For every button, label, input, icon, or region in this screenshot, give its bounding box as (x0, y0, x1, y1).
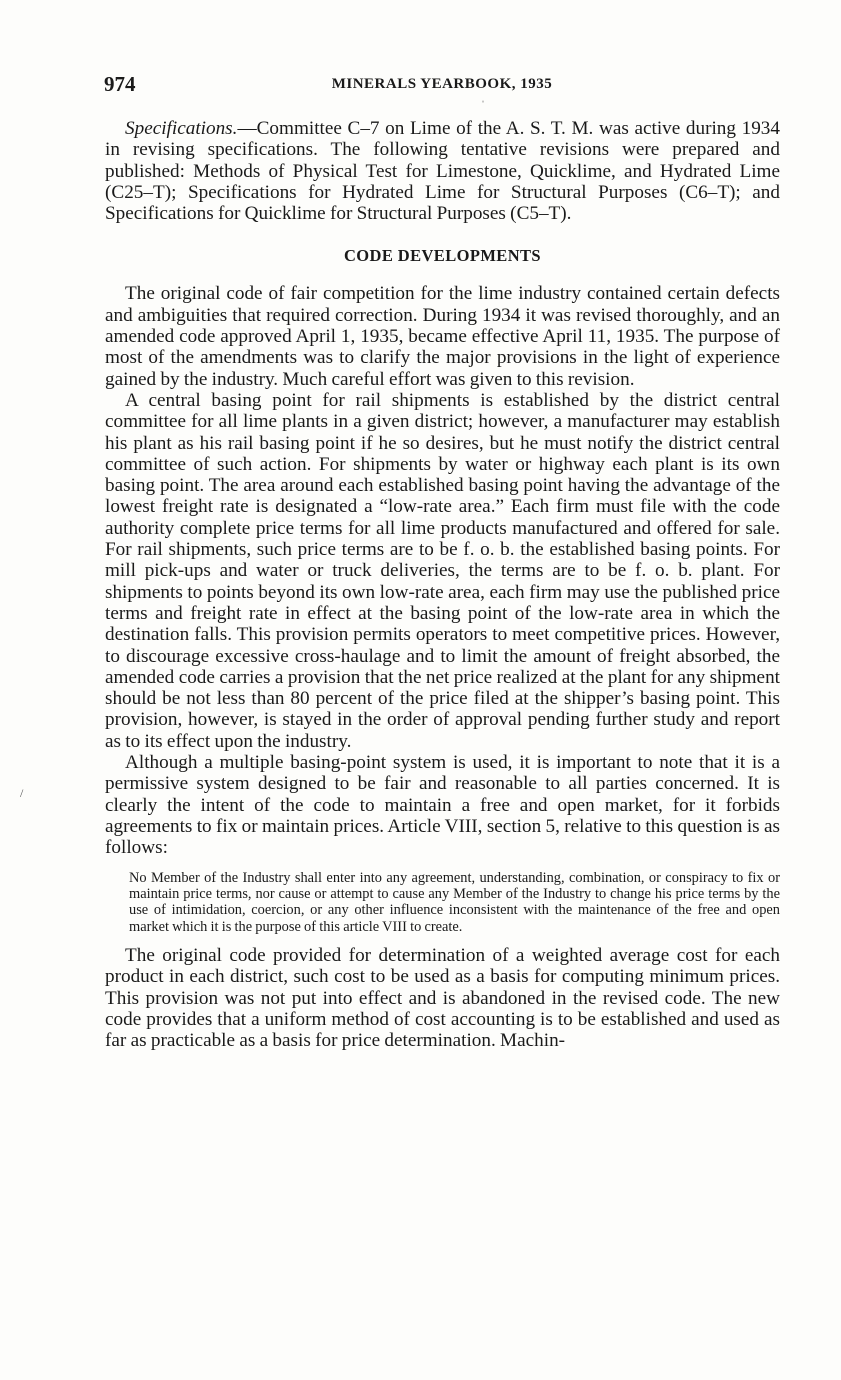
section-heading: CODE DEVELOPMENTS (343, 246, 542, 266)
code-paragraph-1: The original code of fair competition for the lime industry contained certain defects and ambiguities that required correction. During 1934 it was revised thoroughly, and an amended code approved April 1, 1935, became effective April 11, 1935. The purpose of most of the amendments was to clarify the major provisions in the light of experience gained by the industry. Much careful effort was given to this revision. (105, 283, 780, 390)
specifications-paragraph (105, 118, 780, 224)
specifications-text: —Committee C–7 on Lime of the A. S. T. M. was active during 1934 in revising specifications. The following tentative revisions were prepared and published: Methods of Physical Test for Limestone, Quicklime, and Hydrated Lime (C25–T); Specifications for Hydrated Lime for Structural Purposes (C6–T); and Specifications for Quicklime for Structural Purposes (C5–T). (105, 118, 780, 225)
page-number: 974 (104, 72, 136, 96)
article-viii-quote: No Member of the Industry shall enter into any agreement, understanding, combination, or conspiracy to fix or maintain price terms, nor cause or attempt to cause any Member of the Industry to change his price terms by the use of intimidation, coercion, or any other influence inconsistent with the maintenance of the free and open market which it is the purpose of this article VIII to create. (129, 869, 780, 935)
running-head: MINERALS YEARBOOK, 1935 (331, 76, 553, 92)
code-paragraph-3: Although a multiple basing-point system is used, it is important to note that it is a permissive system designed to be fair and reasonable to all parties concerned. It is clearly the intent of the code to maintain a free and open market, for it forbids agreements to fix or maintain prices. Article VIII, section 5, relative to this question is as follows: (105, 752, 780, 859)
scan-mark: ˈ (481, 98, 485, 112)
body-text (105, 118, 780, 1052)
page-header (104, 72, 780, 100)
specifications-lead: Specifications. (125, 118, 238, 139)
code-paragraph-2: A central basing point for rail shipments is established by the district central committee for all lime plants in a given district; however, a manufacturer may establish his plant as his rail basing point if he so desires, but he must notify the district central committee of such action. For shipments by water or highway each plant is its own basing point. The area around each established basing point having the advantage of the lowest freight rate is designated a “low-rate area.” Each firm must file with the code authority complete price terms for all lime products manufactured and offered for sale. For rail shipments, such price terms are to be f. o. b. the established basing points. For mill pick-ups and water or truck deliveries, the terms are to be f. o. b. plant. For shipments to points beyond its own low-rate area, each firm may use the published price terms and freight rate in effect at the basing point of the low-rate area in which the destination falls. This provision permits operators to meet competitive prices. However, to discourage excessive cross-haulage and to limit the amount of freight absorbed, the amended code carries a provision that the net price realized at the plant for any shipment should be not less than 80 percent of the price filed at the shipper’s basing point. This provision, however, is stayed in the order of approval pending further study and report as to its effect upon the industry. (105, 389, 780, 752)
scan-mark: / (20, 786, 24, 800)
code-paragraph-4: The original code provided for determination of a weighted average cost for each product in each district, such cost to be used as a basis for computing minimum prices. This provision was not put into effect and is abandoned in the revised code. The new code provides that a uniform method of cost accounting is to be established and used as far as practicable as a basis for price determination. Machin- (105, 945, 780, 1052)
